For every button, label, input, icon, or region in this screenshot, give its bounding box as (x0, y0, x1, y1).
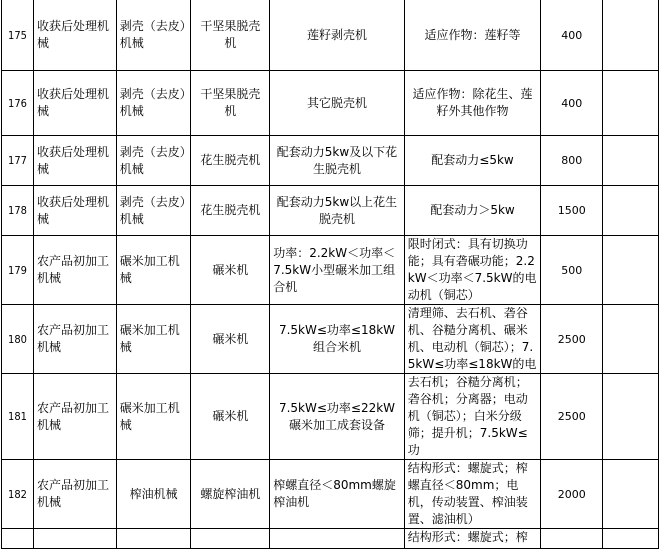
item-cell: 碾米机 (191, 236, 270, 305)
subcategory-cell: 碾米加工机械 (116, 374, 191, 460)
blank-cell (603, 236, 659, 305)
blank-cell (603, 305, 659, 374)
spec-cell: 7.5kW≤功率≤18kW组合米机 (270, 305, 405, 374)
blank-cell (603, 136, 659, 186)
params-cell: 配套动力≤5kw (404, 136, 541, 186)
subcategory-cell: 榨油机械 (116, 460, 191, 529)
table-row (2, 186, 659, 236)
category-cell: 收获后处理机械 (33, 136, 116, 186)
amount-cell: 2500 (541, 374, 603, 460)
category-cell: 农产品初加工机械 (33, 305, 116, 374)
blank-cell (603, 186, 659, 236)
blank-cell (603, 71, 659, 136)
blank-cell (116, 529, 191, 549)
spec-cell: 莲籽剥壳机 (270, 0, 405, 71)
amount-cell: 800 (541, 136, 603, 186)
table-row (2, 529, 659, 549)
table-row (2, 0, 659, 71)
row-number: 182 (2, 460, 34, 529)
subcategory-cell: 碾米加工机械 (116, 305, 191, 374)
amount-cell: 2000 (541, 460, 603, 529)
amount-cell: 400 (541, 71, 603, 136)
blank-cell (603, 374, 659, 460)
blank-cell (33, 529, 116, 549)
item-cell: 花生脱壳机 (191, 186, 270, 236)
table-row (2, 305, 659, 374)
spec-cell: 其它脱壳机 (270, 71, 405, 136)
params-cell: 适应作物：除花生、莲籽外其他作物 (404, 71, 541, 136)
blank-cell (541, 529, 603, 549)
item-cell: 干坚果脱壳机 (191, 71, 270, 136)
spec-cell: 榨螺直径＜80mm螺旋榨油机 (270, 460, 405, 529)
spec-cell: 7.5kW≤功率≤22kW碾米加工成套设备 (270, 374, 405, 460)
item-cell: 螺旋榨油机 (191, 460, 270, 529)
blank-cell (2, 529, 34, 549)
params-cell: 去石机；谷糙分离机；砻谷机；分离器；电动机（铜芯）；白米分级筛；提升机；7.5kW≤功 (404, 374, 541, 460)
subcategory-cell: 剥壳（去皮）机械 (116, 71, 191, 136)
spec-cell: 配套动力5kw以上花生脱壳机 (270, 186, 405, 236)
subsidy-table (1, 0, 659, 549)
row-number: 180 (2, 305, 34, 374)
amount-cell: 500 (541, 236, 603, 305)
params-cell: 结构形式：螺旋式；榨 (404, 529, 541, 549)
item-cell: 花生脱壳机 (191, 136, 270, 186)
row-number: 181 (2, 374, 34, 460)
subcategory-cell: 剥壳（去皮）机械 (116, 0, 191, 71)
subcategory-cell: 剥壳（去皮）机械 (116, 136, 191, 186)
spec-cell: 配套动力5kw及以下花生脱壳机 (270, 136, 405, 186)
params-cell: 适应作物：莲籽等 (404, 0, 541, 71)
table-row (2, 136, 659, 186)
row-number: 176 (2, 71, 34, 136)
params-cell: 配套动力＞5kw (404, 186, 541, 236)
blank-cell (603, 460, 659, 529)
row-number: 175 (2, 0, 34, 71)
category-cell: 农产品初加工机械 (33, 236, 116, 305)
params-cell: 清理筛、去石机、砻谷机、谷糙分离机、碾米机、电动机（铜芯）；7.5kW≤功率≤18kW的电 (404, 305, 541, 374)
amount-cell: 1500 (541, 186, 603, 236)
blank-cell (191, 529, 270, 549)
category-cell: 收获后处理机械 (33, 71, 116, 136)
table-row (2, 374, 659, 460)
amount-cell: 2500 (541, 305, 603, 374)
row-number: 179 (2, 236, 34, 305)
amount-cell: 400 (541, 0, 603, 71)
blank-cell (603, 529, 659, 549)
row-number: 178 (2, 186, 34, 236)
blank-cell (270, 529, 405, 549)
item-cell: 碾米机 (191, 305, 270, 374)
row-number: 177 (2, 136, 34, 186)
category-cell: 农产品初加工机械 (33, 374, 116, 460)
category-cell: 收获后处理机械 (33, 0, 116, 71)
table-row (2, 71, 659, 136)
spec-cell: 功率：2.2kW＜功率＜7.5kW小型碾米加工组合机 (270, 236, 405, 305)
table-row (2, 236, 659, 305)
subcategory-cell: 剥壳（去皮）机械 (116, 186, 191, 236)
item-cell: 干坚果脱壳机 (191, 0, 270, 71)
table-row (2, 460, 659, 529)
params-cell: 结构形式：螺旋式；榨螺直径＜80mm；电机，传动装置、榨油装置、滤油机） (404, 460, 541, 529)
category-cell: 农产品初加工机械 (33, 460, 116, 529)
category-cell: 收获后处理机械 (33, 186, 116, 236)
blank-cell (603, 0, 659, 71)
item-cell: 碾米机 (191, 374, 270, 460)
subcategory-cell: 碾米加工机械 (116, 236, 191, 305)
params-cell: 限时闭式：具有切换功能；具有砻碾功能；2.2kW＜功率＜7.5kW的电动机（铜芯） (404, 236, 541, 305)
